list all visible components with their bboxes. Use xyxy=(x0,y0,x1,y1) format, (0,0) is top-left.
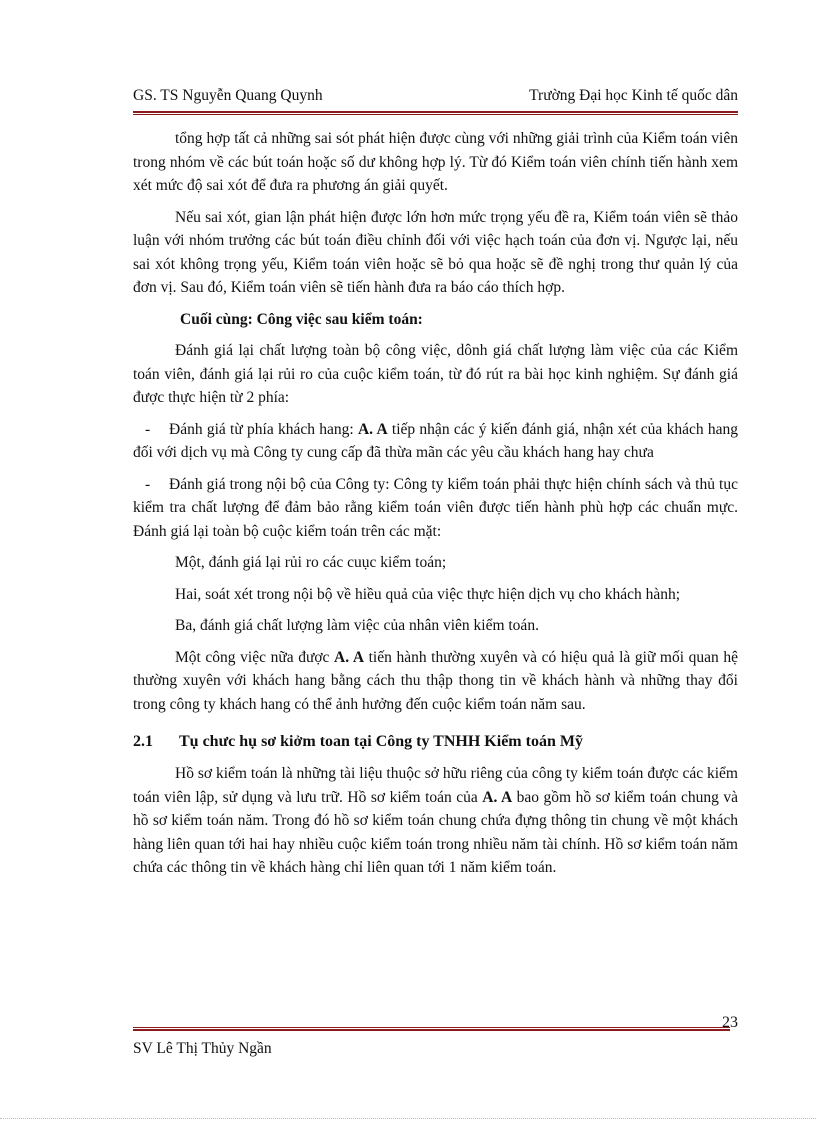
section-heading xyxy=(133,730,738,754)
footer-student: SV Lê Thị Thủy Ngần xyxy=(133,1040,272,1057)
paragraph-text: bao gồm hồ sơ kiểm toán chung và hồ sơ kiểm toán năm. Trong đó hồ sơ kiểm toán chung chứa đựng thông tin chung về một khách hàng liên quan tới hai hay nhiều cuộc kiểm toán trong nhiều năm tài chính. Hồ sơ kiểm toán năm chứa các thông tin về khách hàng chỉ liên quan tới 1 năm kiểm toán. xyxy=(133,788,738,876)
bullet-item xyxy=(133,418,738,465)
list-line: Hai, soát xét trong nội bộ về hiều quả của việc thực hiện dịch vụ cho khách hành; xyxy=(175,585,681,603)
company-abbr: A. A xyxy=(482,788,513,806)
bullet-text: tiếp nhận các ý kiến đánh giá, nhận xét của khách hang đối với dịch vụ mà Công ty cung cấp đã thừa mãn các yêu cầu khách hang hay chưa xyxy=(133,420,738,461)
header-school: Trường Đại học Kinh tế quốc dân xyxy=(529,87,738,104)
section-number: 2.1 xyxy=(133,733,153,750)
paragraph-text: tiến hành thường xuyên và có hiệu quả là giữ mối quan hệ thường xuyên với khách hang bằng cách thu thập thong tin về khách hành và những thay đổi trong công ty khách hang có thể ảnh hưởng đến cuộc kiểm toán năm sau. xyxy=(133,648,738,713)
paragraph xyxy=(133,762,738,880)
footer-rule xyxy=(133,1027,730,1031)
page-boundary xyxy=(0,1118,816,1119)
list-line: Ba, đánh giá chất lượng làm việc của nhân viên kiểm toán. xyxy=(175,617,539,634)
bullet-text: Đánh giá trong nội bộ của Công ty: Công ty kiểm toán phải thực hiện chính sách và thủ tục kiểm tra chất lượng để đảm bảo rằng kiểm toán viên được tiến hành phù hợp các chuẩn mực. Đánh giá lại toàn bộ cuộc kiểm toán trên các mặt: xyxy=(133,475,738,540)
paragraph: Nếu sai xót, gian lận phát hiện được lớn hơn mức trọng yếu đề ra, Kiểm toán viên sẽ thảo luận với nhóm trưởng các bút toán điều chỉnh đối với việc hạch toán của đơn vị. Ngược lại, nếu sai xót không trọng yếu, Kiểm toán viên hoặc sẽ bỏ qua hoặc sẽ đề nghị trong thư quản lý của đơn vị. Sau đó, Kiểm toán viên sẽ tiến hành đưa ra báo cáo thích hợp. xyxy=(133,208,738,296)
paragraph: tổng hợp tất cả những sai sót phát hiện được cùng với những giải trình của Kiểm toán viên trong nhóm về các bút toán hoặc số dư không hợp lý. Từ đó Kiểm toán viên chính tiến hành xem xét mức độ sai xót để đưa ra phương án giải quyết. xyxy=(133,130,738,194)
header-rule xyxy=(133,111,738,115)
bullet-dash: - xyxy=(145,475,151,493)
subheading: Cuối cùng: Công việc sau kiểm toán: xyxy=(180,310,423,328)
company-abbr: A. A xyxy=(357,420,388,438)
page-number: 23 xyxy=(722,1014,738,1031)
page-content xyxy=(133,127,738,880)
section-title: Tụ chưc hụ sơ kiởm toan tại Công ty TNHH Kiểm toán Mỹ xyxy=(179,733,583,750)
header-author: GS. TS Nguyễn Quang Quynh xyxy=(133,87,323,104)
company-abbr: A. A xyxy=(334,648,365,666)
list-line: Một, đánh giá lại rủi ro các cuục kiểm toán; xyxy=(175,554,447,571)
paragraph-prefix: Một công việc nữa được xyxy=(175,648,335,666)
bullet-item xyxy=(133,473,738,544)
paragraph-prefix: Hồ sơ kiểm toán là những tài liệu thuộc sở hữu riêng của công ty kiểm toán được các kiểm toán viên lập, sử dụng và lưu trữ. Hồ sơ kiểm toán của xyxy=(133,765,738,806)
bullet-prefix: Đánh giá từ phía khách hang: xyxy=(169,420,358,438)
paragraph: Đánh giá lại chất lượng toàn bộ công việc, dônh giá chất lượng làm việc của các Kiểm toán viên, đánh giá lại rủi ro của cuộc kiểm toán, từ đó rút ra bài học kinh nghiệm. Sự đánh giá được thực hiện từ 2 phía: xyxy=(133,342,738,406)
bullet-dash: - xyxy=(145,420,151,438)
paragraph xyxy=(133,646,738,717)
page-header xyxy=(133,86,738,106)
